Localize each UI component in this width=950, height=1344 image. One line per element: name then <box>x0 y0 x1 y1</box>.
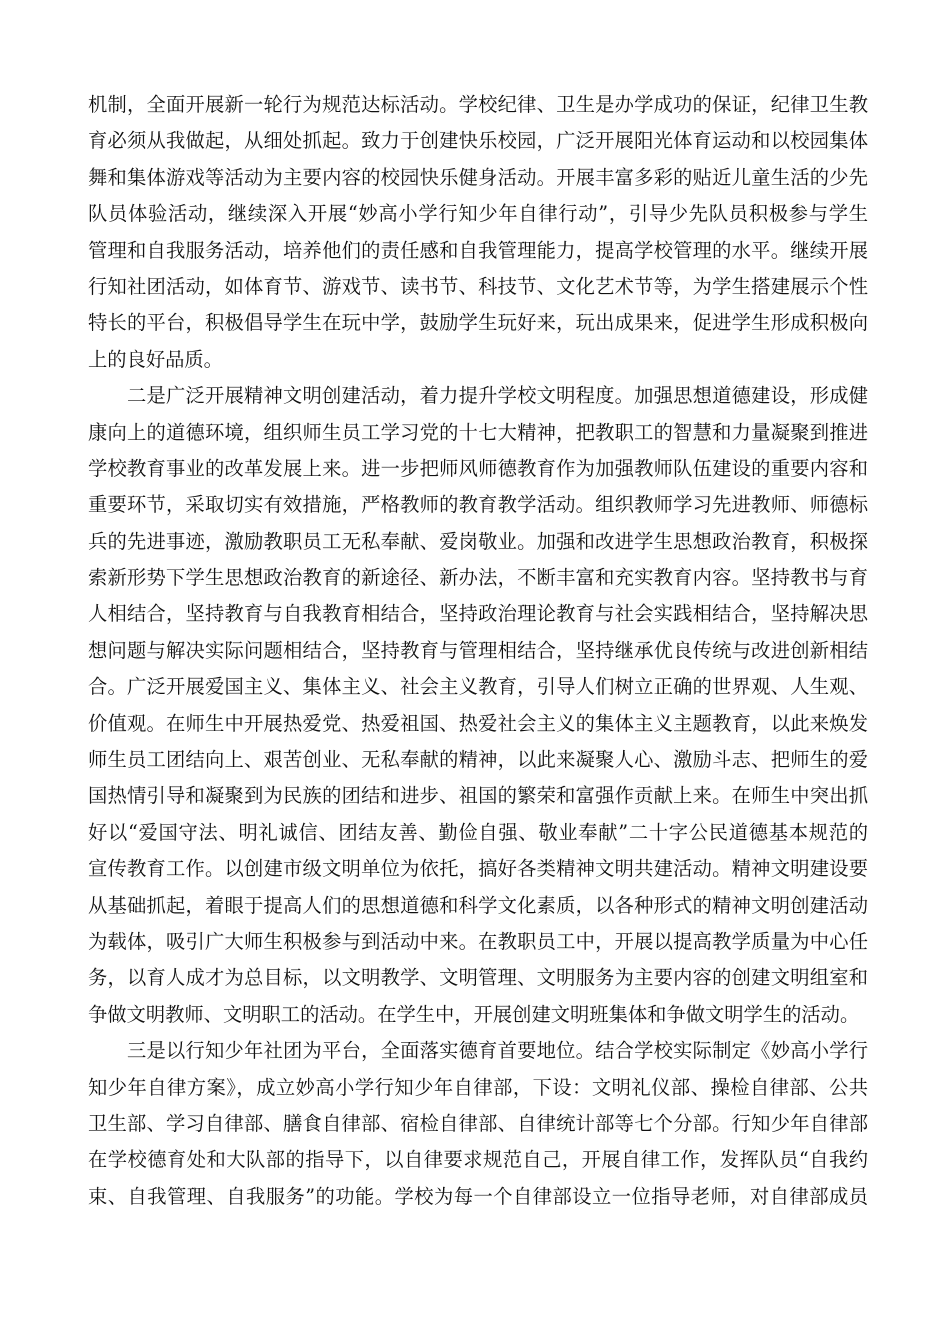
paragraph-line: 行知社团活动，如体育节、游戏节、读书节、科技节、文化艺术节等，为学生搭建展示个性 <box>88 274 868 298</box>
paragraph-line: 为载体，吸引广大师生积极参与到活动中来。在教职员工中，开展以提高教学质量为中心任 <box>88 929 868 953</box>
paragraph-2 <box>88 378 868 1033</box>
paragraph-line: 卫生部、学习自律部、膳食自律部、宿检自律部、自律统计部等七个分部。行知少年自律部 <box>88 1111 868 1135</box>
paragraph-line: 想问题与解决实际问题相结合，坚持教育与管理相结合，坚持继承优良传统与改进创新相结 <box>88 638 868 662</box>
paragraph-line: 康向上的道德环境，组织师生员工学习党的十七大精神，把教职工的智慧和力量凝聚到推进 <box>88 420 868 444</box>
document-body <box>88 87 868 1215</box>
paragraph-line: 学校教育事业的改革发展上来。进一步把师风师德教育作为加强教师队伍建设的重要内容和 <box>88 456 868 480</box>
paragraph-line: 上的良好品质。 <box>88 347 223 371</box>
paragraph-3 <box>88 1033 868 1215</box>
paragraph-line: 育必须从我做起，从细处抓起。致力于创建快乐校园，广泛开展阳光体育运动和以校园集体 <box>88 129 868 153</box>
paragraph-line: 特长的平台，积极倡导学生在玩中学，鼓励学生玩好来，玩出成果来，促进学生形成积极向 <box>88 311 868 335</box>
paragraph-line: 三是以行知少年社团为平台，全面落实德育首要地位。结合学校实际制定《妙高小学行 <box>127 1039 868 1063</box>
paragraph-line: 合。广泛开展爱国主义、集体主义、社会主义教育，引导人们树立正确的世界观、人生观、 <box>88 675 868 699</box>
paragraph-line: 兵的先进事迹，激励教职员工无私奉献、爱岗敬业。加强和改进学生思想政治教育，积极探 <box>88 529 868 553</box>
paragraph-line: 束、自我管理、自我服务”的功能。学校为每一个自律部设立一位指导老师，对自律部成员 <box>88 1184 868 1208</box>
paragraph-line: 国热情引导和凝聚到为民族的团结和进步、祖国的繁荣和富强作贡献上来。在师生中突出抓 <box>88 784 868 808</box>
paragraph-line: 争做文明教师、文明职工的活动。在学生中，开展创建文明班集体和争做文明学生的活动。 <box>88 1002 860 1026</box>
paragraph-line: 管理和自我服务活动，培养他们的责任感和自我管理能力，提高学校管理的水平。继续开展 <box>88 238 868 262</box>
paragraph-line: 价值观。在师生中开展热爱党、热爱祖国、热爱社会主义的集体主义主题教育，以此来焕发 <box>88 711 868 735</box>
paragraph-line: 从基础抓起，着眼于提高人们的思想道德和科学文化素质，以各种形式的精神文明创建活动 <box>88 893 868 917</box>
paragraph-line: 队员体验活动，继续深入开展“妙高小学行知少年自律行动”，引导少先队员积极参与学生 <box>88 202 868 226</box>
paragraph-line: 重要环节，采取切实有效措施，严格教师的教育教学活动。组织教师学习先进教师、师德标 <box>88 493 868 517</box>
paragraph-1 <box>88 87 868 378</box>
paragraph-line: 知少年自律方案》，成立妙高小学行知少年自律部，下设：文明礼仪部、操检自律部、公共 <box>88 1075 868 1099</box>
paragraph-line: 务，以育人成才为总目标，以文明教学、文明管理、文明服务为主要内容的创建文明组室和 <box>88 966 868 990</box>
paragraph-line: 舞和集体游戏等活动为主要内容的校园快乐健身活动。开展丰富多彩的贴近儿童生活的少先 <box>88 165 868 189</box>
paragraph-line: 二是广泛开展精神文明创建活动，着力提升学校文明程度。加强思想道德建设，形成健 <box>127 384 868 408</box>
paragraph-line: 在学校德育处和大队部的指导下，以自律要求规范自己，开展自律工作，发挥队员“自我约 <box>88 1148 868 1172</box>
paragraph-line: 索新形势下学生思想政治教育的新途径、新办法，不断丰富和充实教育内容。坚持教书与育 <box>88 566 868 590</box>
paragraph-line: 人相结合，坚持教育与自我教育相结合，坚持政治理论教育与社会实践相结合，坚持解决思 <box>88 602 868 626</box>
paragraph-line: 好以“爱国守法、明礼诚信、团结友善、勤俭自强、敬业奉献”二十字公民道德基本规范的 <box>88 820 868 844</box>
paragraph-line: 机制，全面开展新一轮行为规范达标活动。学校纪律、卫生是办学成功的保证，纪律卫生教 <box>88 93 868 116</box>
paragraph-line: 宣传教育工作。以创建市级文明单位为依托，搞好各类精神文明共建活动。精神文明建设要 <box>88 857 868 881</box>
paragraph-line: 师生员工团结向上、艰苦创业、无私奉献的精神，以此来凝聚人心、激励斗志、把师生的爱 <box>88 748 868 772</box>
